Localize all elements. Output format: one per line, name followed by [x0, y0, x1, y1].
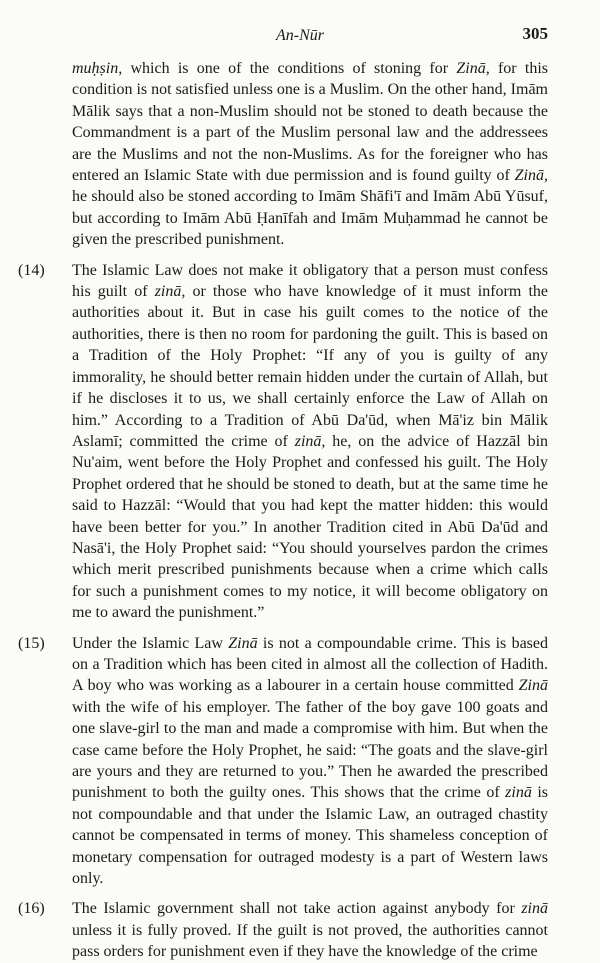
text-segment: zinā [521, 900, 548, 918]
text-segment: zinā [505, 784, 532, 802]
text-segment: Under the Islamic Law [72, 634, 229, 652]
paragraph-number [18, 58, 72, 251]
paragraph-text [72, 260, 548, 624]
paragraph-text [72, 58, 548, 251]
paragraph-15 [18, 633, 548, 890]
text-segment: Zinā, [456, 60, 490, 77]
paragraph-number: (15) [18, 634, 45, 652]
text-segment: he, on the advice of Hazzāl bin Nu'aim, went before the Holy Prophet and confessed his guilt. The Holy Prophet ordered that he should be stoned to death, but at the same time he said to Hazzāl: “Would that you had kept the matter hidden: this would have been better for you.” In another Tradition cited in Abū Da'ūd and Nasā'i, the Holy Prophet said: “You should yourselves pardon the crimes which merit prescribed punishments because when a crime which calls for such a punishment comes to my notice, it will become obligatory on me to award the punishment.” [72, 432, 549, 622]
text-segment: he should also be stoned according to Imām Shāfi'ī and Imām Abū Yūsuf, but according to Imām Abū Ḥanīfah and Imām Muḥammad he cannot be given the prescribed punishment. [72, 188, 548, 249]
paragraph-number: (16) [18, 900, 45, 918]
text-segment: zinā, [154, 283, 186, 301]
text-segment: Zinā [228, 634, 258, 652]
text-segment: The Islamic Law does not make it obligatory that a person must confess his guilt of [72, 261, 548, 301]
running-head: An-Nūr [276, 27, 324, 44]
paragraph-16 [18, 898, 548, 962]
paragraph-14 [18, 260, 548, 624]
text-segment: The Islamic government shall not take action against anybody for [72, 900, 522, 918]
text-segment: is not compoundable and that under the Islamic Law, an outraged chastity cannot be compensated in terms of money. This shameless conception of monetary compensation for outraged modesty is a part of Western laws only. [72, 784, 549, 888]
paragraph-text [72, 633, 548, 890]
text-segment: Zinā, [514, 167, 548, 185]
page-number: 305 [522, 24, 548, 43]
text-segment: which is one of the conditions of stoning for [122, 60, 457, 77]
text-segment: with the wife of his employer. The father of the boy gave 100 goats and one slave-girl to the man and made a compromise with him. But when the case came before the Holy Prophet, he said: “The goats and the slave-girl are yours and they are returned to you.” Then he awarded the prescribed punishment to both the guilty ones. This shows that the crime of [72, 698, 548, 802]
text-segment: is not a compoundable crime. This is based on a Tradition which has been cited in almost all the collection of Hadith. A boy who was working as a labourer in a certain house committed [72, 634, 549, 695]
text-segment: unless it is fully proved. If the guilt is not proved, the authorities cannot pass orders for punishment even if they have the knowledge of the crime [72, 921, 548, 961]
text-segment: for this condition is not satisfied unless one is a Muslim. On the other hand, Imām Mālik says that a non-Muslim should not be stoned to death because the Commandment is a part of the Muslim personal law and the addressees are the Muslims and not the non-Muslims. As for the foreigner who has entered an Islamic State with due permission and is found guilty of [72, 60, 548, 185]
text-segment: muḥṣin, [72, 60, 123, 77]
paragraph-continued [18, 58, 548, 251]
text-segment: Zinā [518, 677, 548, 695]
body-text [18, 58, 548, 963]
paragraph-number: (14) [18, 261, 45, 279]
text-segment: zinā, [294, 432, 326, 450]
text-segment: or those who have knowledge of it must inform the authorities about it. But in case his guilt comes to the notice of the authorities, there is then no room for pardoning the guilt. This is based on a Tradition of the Holy Prophet: “If any of you is guilty of any immorality, he should better remain hidden under the curtain of Allah, but if he discloses it to us, we shall certainly enforce the Law of Allah on him.” According to a Tradition of Abū Da'ūd, when Mā'iz bin Mālik Aslamī; committed the crime of [72, 283, 548, 450]
paragraph-text [72, 898, 548, 962]
